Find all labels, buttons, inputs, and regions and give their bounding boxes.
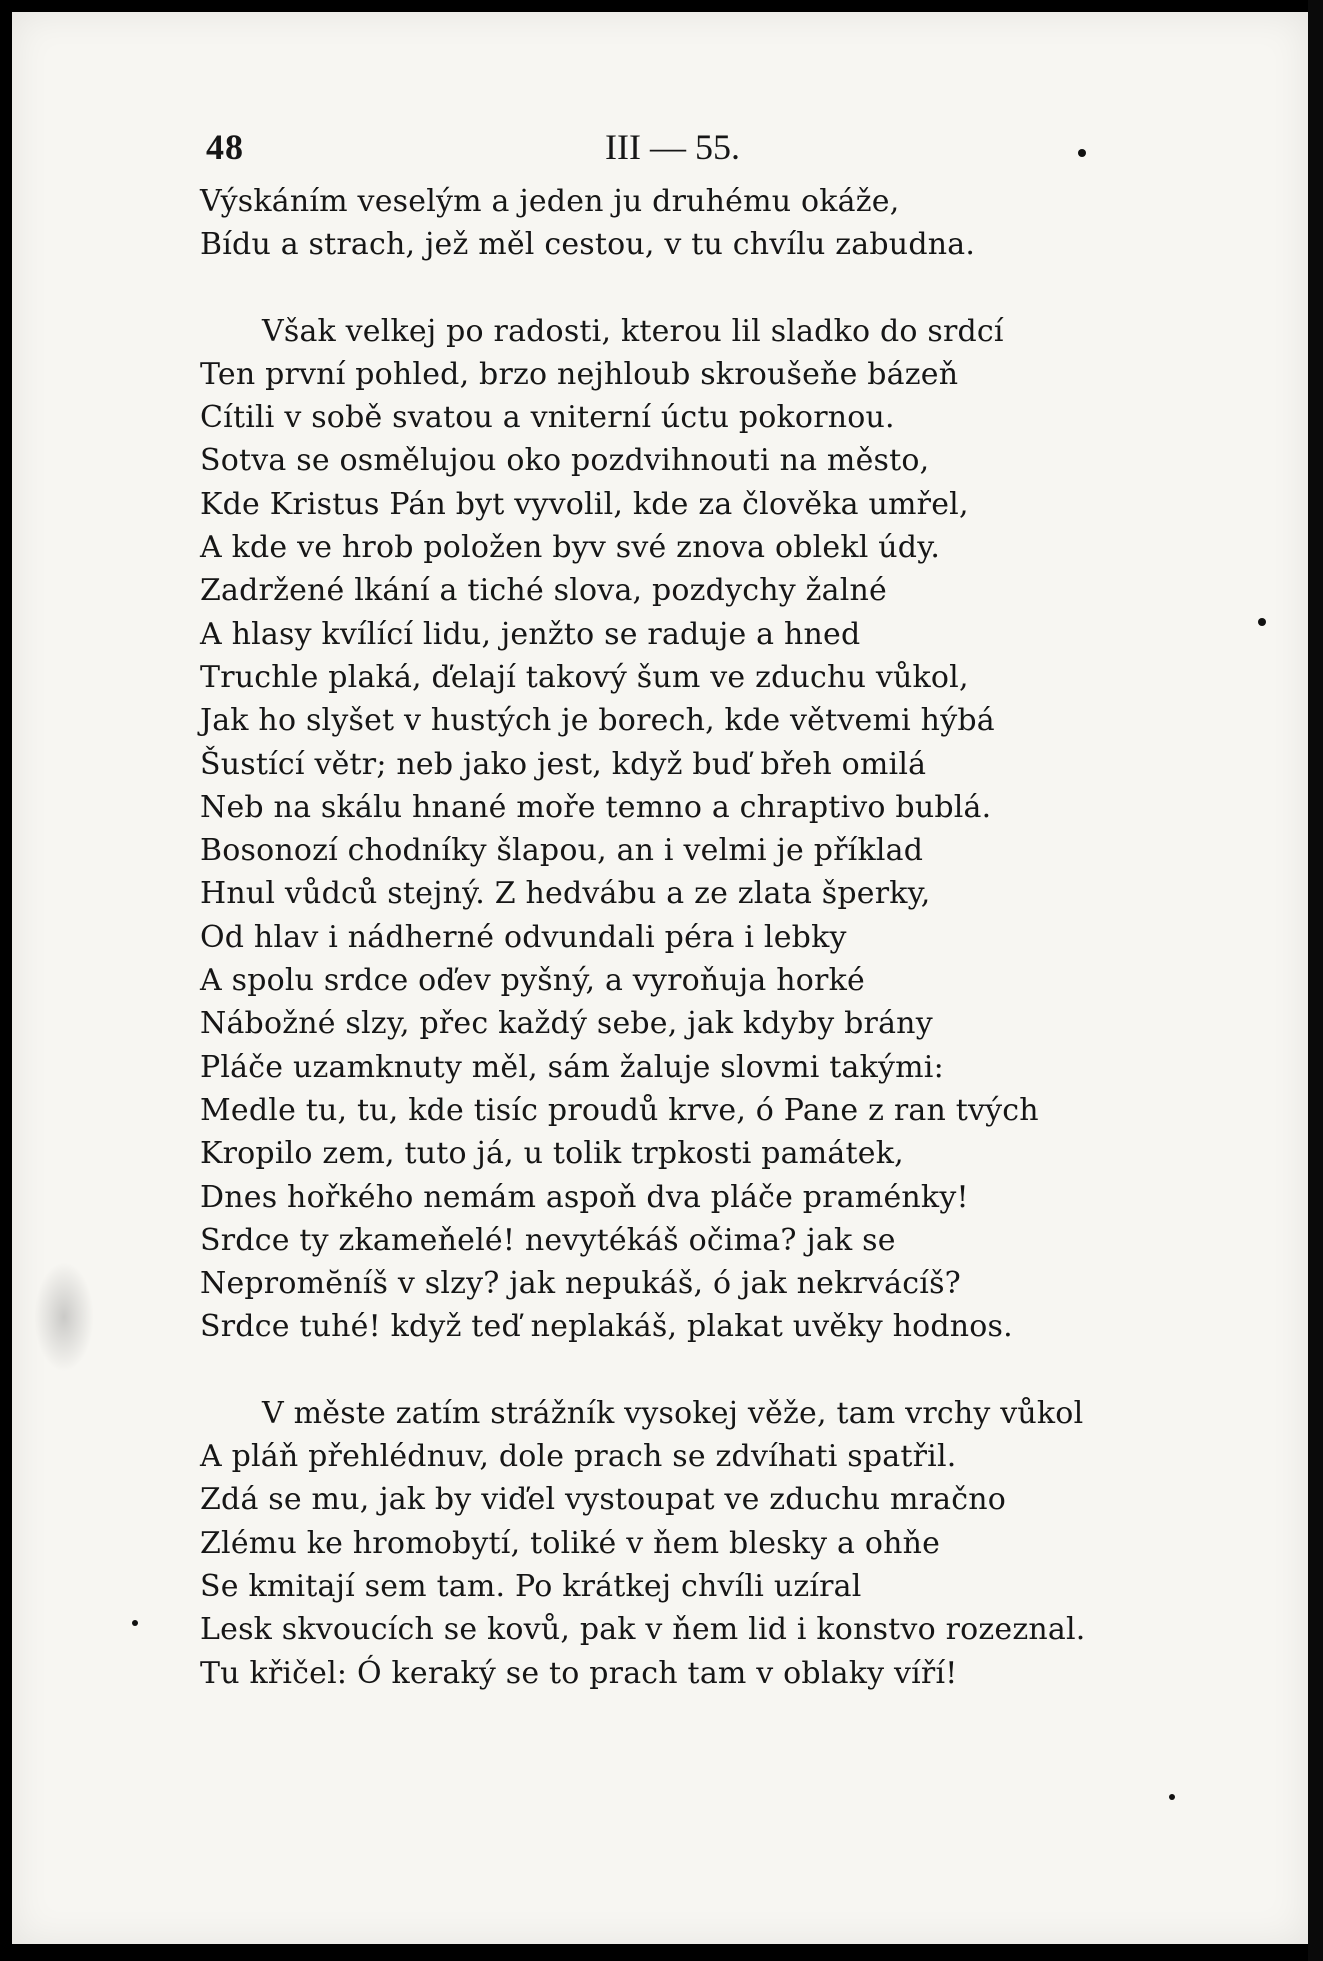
- stanza: [200, 310, 1200, 1349]
- ink-speck: [1258, 618, 1266, 626]
- verse-line: A spolu srdce oďev pyšný, a vyroňuja horké: [200, 963, 865, 999]
- verse-line: V městе zatím strážník vysokej věže, tam vrchy vůkol: [262, 1395, 1084, 1431]
- verse-line: Však velkej po radosti, kterou lil sladko do srdcí: [262, 313, 1004, 349]
- verse-line: Ten první pohled, brzo nejhloub skroušeňe bázeň: [200, 356, 959, 392]
- verse-line: Nepromĕníš v slzy? jak nepukáš, ó jak nekrvácíš?: [200, 1266, 961, 1302]
- verse-line: Od hlav i nádherné odvundali péra i lebky: [200, 919, 847, 955]
- verse-line: Kropilo zem, tuto já, u tolik trpkosti památek,: [200, 1136, 904, 1172]
- verse-line: Cítili v sobě svatou a vniterní úctu pokornou.: [200, 400, 895, 436]
- page-smudge: [34, 1262, 94, 1372]
- verse-line: Lesk skvoucích se kovů, pak v ňem lid i konstvo rozeznal.: [200, 1612, 1086, 1648]
- verse-line: Zadržené lkání a tiché slova, pozdychy žalné: [200, 573, 887, 609]
- stanza: [200, 1392, 1200, 1695]
- ink-speck: [1169, 1794, 1175, 1800]
- verse-line: Truchle plaká, ďelají takový šum ve zduchu vůkol,: [200, 659, 969, 695]
- verse-line: Zdá se mu, jak by viďel vystoupat ve zduchu mračno: [200, 1482, 1007, 1518]
- verse-line: Neb na skálu hnané moře temno a chraptivo bublá.: [200, 789, 992, 825]
- verse-line: Dnes hořkého nemám aspoň dva pláče praménky!: [200, 1179, 969, 1215]
- verse-line: Pláče uzamknuty měl, sám žaluje slovmi takými:: [200, 1049, 944, 1085]
- verse-line: Se kmitají sem tam. Po krátkej chvíli uzíral: [200, 1568, 862, 1604]
- ink-speck: [132, 1620, 138, 1626]
- verse-line: Bosonozí chodníky šlapou, an i velmi je příklad: [200, 833, 924, 869]
- verse-line: Bídu a strach, jež měl cestou, v tu chvílu zabudna.: [200, 227, 976, 263]
- poem-body: [200, 180, 1200, 1695]
- verse-line: Kde Kristus Pán byt vyvolil, kde za člověka umřel,: [200, 486, 969, 522]
- verse-line: Výskáním veselým a jeden ju druhému okáže,: [200, 184, 900, 219]
- verse-line: Nábožné slzy, přec každý sebe, jak kdyby brány: [200, 1006, 933, 1042]
- verse-line: A pláň přehlédnuv, dole prach se zdvíhati spatřil.: [200, 1439, 957, 1475]
- verse-line: A kde ve hrob položen byv své znova oblekl údy.: [200, 530, 941, 566]
- verse-line: A hlasy kvílící lidu, jenžto se raduje a hned: [200, 616, 861, 652]
- verse-line: Hnul vůdců stejný. Z hedvábu a ze zlata šperky,: [200, 876, 931, 912]
- stanza: [200, 180, 1200, 267]
- page-number: 48: [206, 127, 244, 167]
- verse-line: Zlému ke hromobytí, toliké v ňem blesky a ohňe: [200, 1525, 941, 1561]
- verse-line: Medle tu, tu, kde tisíc proudů krve, ó Pane z ran tvých: [200, 1092, 1039, 1128]
- scan-edge: [1308, 0, 1323, 1961]
- page-text: [200, 120, 1200, 1695]
- verse-line: Srdce ty zkameňelé! nevytékáš očima? jak se: [200, 1222, 896, 1258]
- running-head: [200, 120, 1200, 180]
- verse-line: Jak ho slyšet v hustých je borech, kde větvemi hýbá: [200, 703, 995, 739]
- verse-line: Sotva se osmělujou oko pozdvihnouti na město,: [200, 443, 930, 479]
- verse-line: Tu křičel: Ó keraký se to prach tam v oblaky víří!: [200, 1655, 958, 1691]
- verse-line: Srdce tuhé! když teď neplakáš, plakat uvěky hodnos.: [200, 1309, 1013, 1345]
- verse-line: Šustící větr; neb jako jest, když buď břeh omilá: [200, 746, 927, 782]
- section-reference: III — 55.: [605, 127, 740, 167]
